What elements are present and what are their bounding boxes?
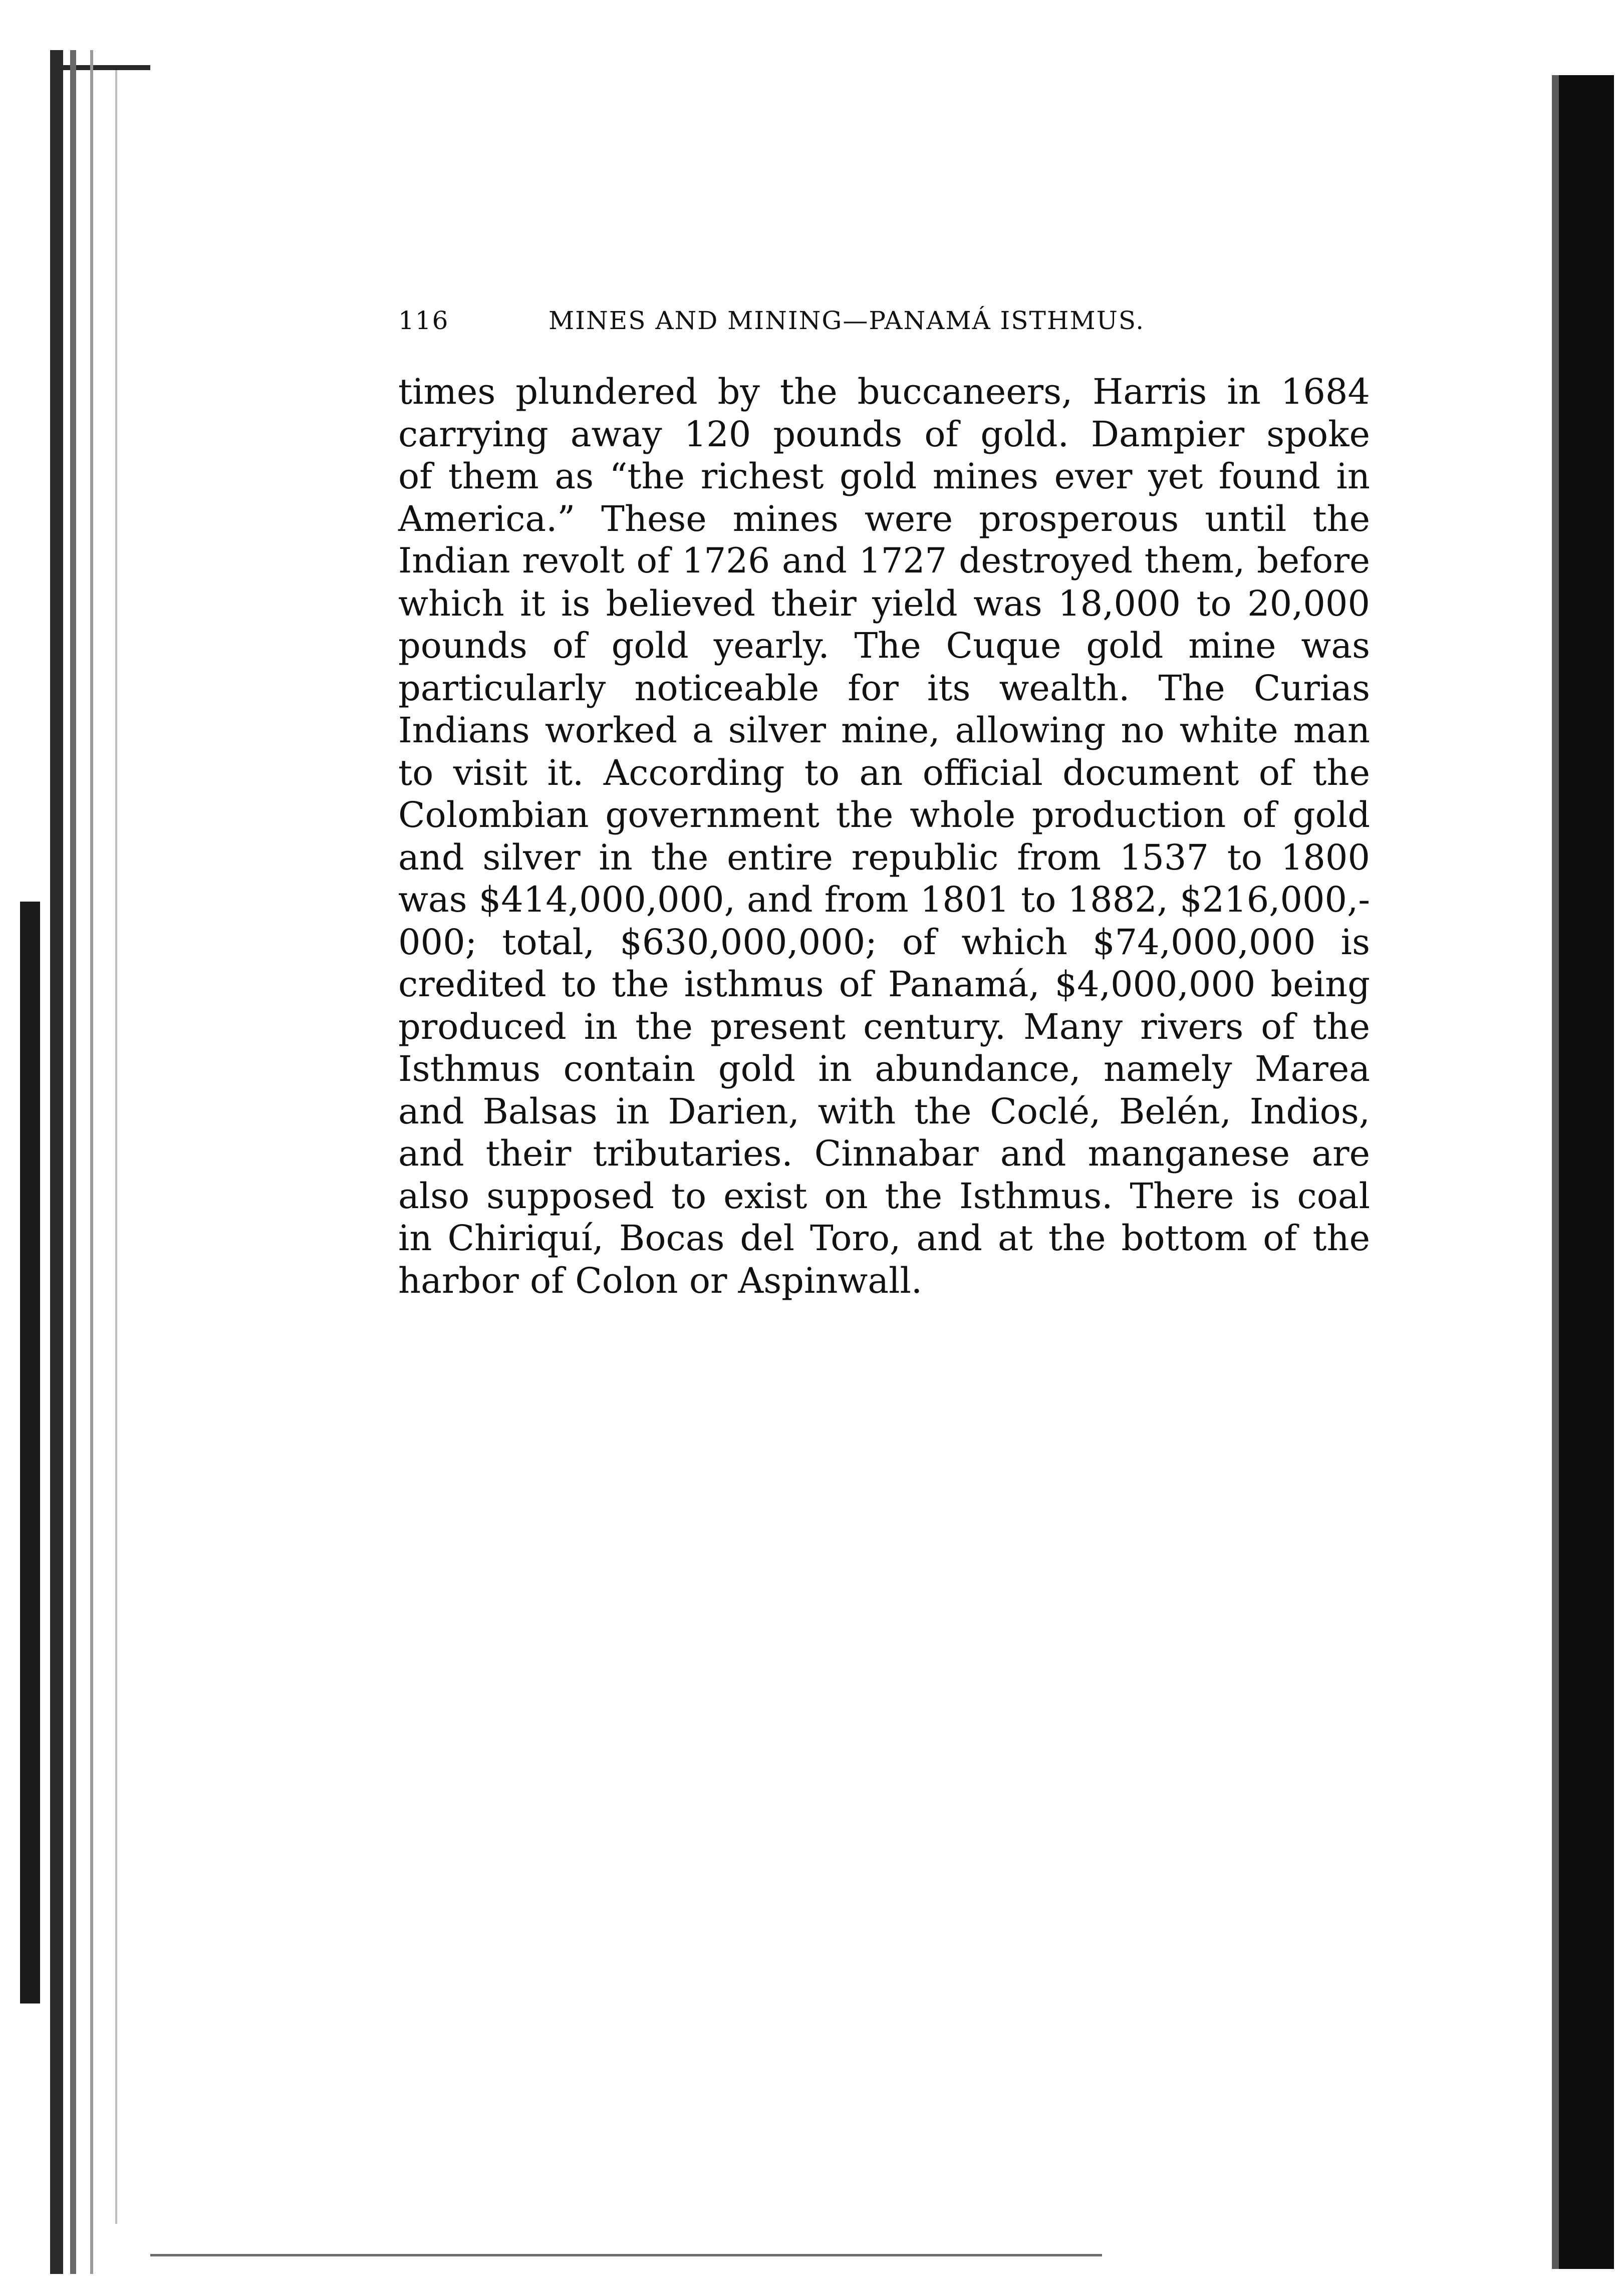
text-line: also supposed to exist on the Isthmus. There is coal	[398, 1175, 1370, 1217]
text-line: was $414,000,000, and from 1801 to 1882, $216,000,-	[398, 879, 1370, 920]
binding-bar	[115, 70, 117, 2224]
text-line: Colombian government the whole production of gold	[398, 794, 1370, 835]
binding-bar	[70, 50, 76, 2274]
text-line: particularly noticeable for its wealth. The Curias	[398, 667, 1370, 709]
text-line: Indian revolt of 1726 and 1727 destroyed them, before	[398, 541, 1370, 581]
scan-shadow-right	[1552, 75, 1614, 2269]
binding-bar	[20, 902, 40, 2003]
binding-bar	[90, 50, 93, 2274]
text-line: credited to the isthmus of Panamá, $4,000,000 being	[398, 964, 1370, 1005]
scan-bottom-edge	[150, 2254, 1102, 2256]
text-line: which it is believed their yield was 18,000 to 20,000	[398, 583, 1370, 624]
body-paragraph	[398, 371, 1370, 1302]
binding-edge	[20, 50, 160, 2274]
text-line: Indians worked a silver mine, allowing no white man	[398, 710, 1370, 751]
text-line: pounds of gold yearly. The Cuque gold mine was	[398, 625, 1370, 666]
page-number: 116	[398, 306, 449, 335]
page-header	[398, 301, 1350, 341]
text-line: to visit it. According to an official document of the	[398, 752, 1370, 793]
text-line: produced in the present century. Many rivers of the	[398, 1006, 1370, 1047]
text-line: harbor of Colon or Aspinwall.	[398, 1260, 923, 1301]
text-line: and Balsas in Darien, with the Coclé, Belén, Indios,	[398, 1090, 1370, 1132]
text-line: and silver in the entire republic from 1537 to 1800	[398, 836, 1370, 878]
text-line: 000; total, $630,000,000; of which $74,000,000 is	[398, 921, 1370, 963]
text-line: Isthmus contain gold in abundance, namely Marea	[398, 1048, 1370, 1089]
text-line: America.” These mines were prosperous until the	[398, 498, 1370, 539]
text-line: times plundered by the buccaneers, Harris in 1684	[398, 371, 1370, 412]
running-title: MINES AND MINING—PANAMÁ ISTHMUS.	[549, 306, 1145, 335]
text-line: and their tributaries. Cinnabar and manganese are	[398, 1133, 1370, 1174]
text-line: of them as “the richest gold mines ever yet found in	[398, 456, 1370, 497]
text-line: in Chiriquí, Bocas del Toro, and at the bottom of the	[398, 1218, 1370, 1259]
binding-cap	[50, 65, 150, 70]
binding-bar	[50, 50, 63, 2274]
text-line: carrying away 120 pounds of gold. Dampier spoke	[398, 413, 1370, 455]
